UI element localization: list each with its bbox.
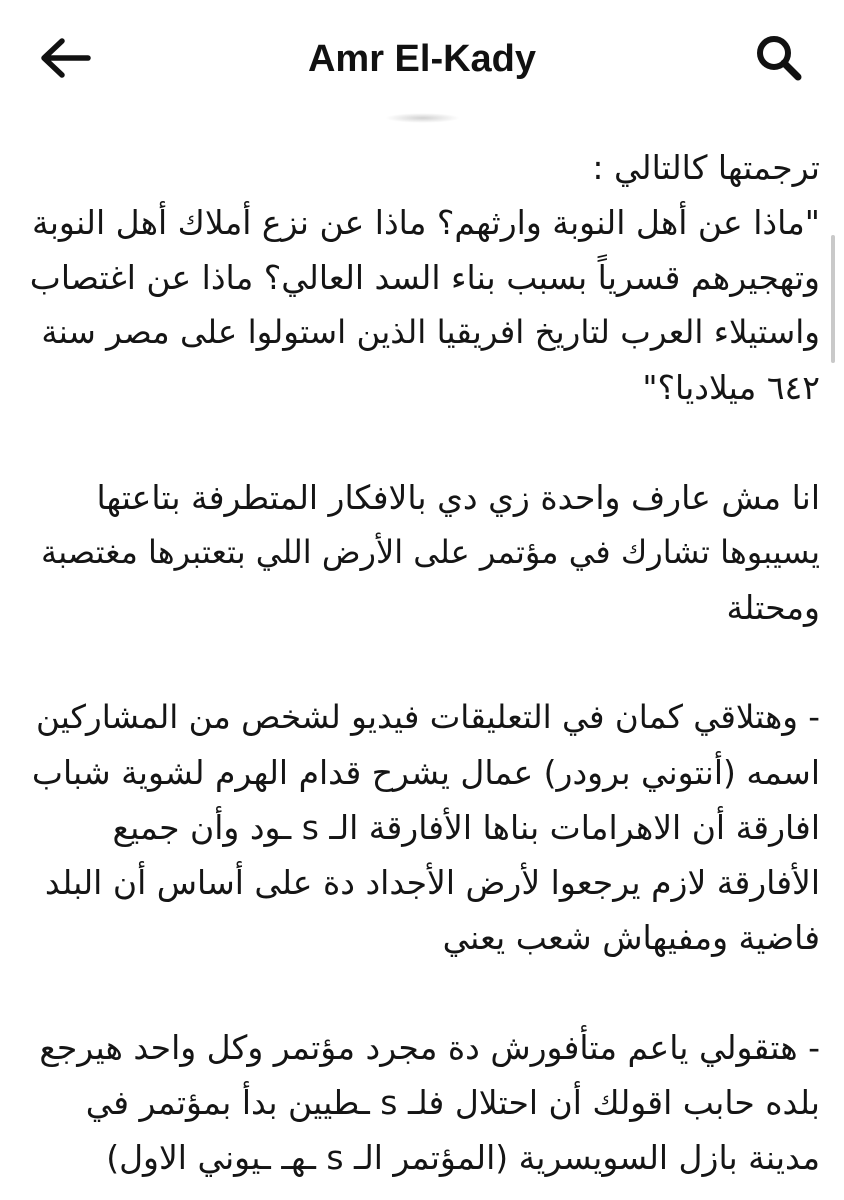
pull-indicator	[385, 113, 460, 123]
text-line: فاضية ومفيهاش شعب يعني	[442, 918, 820, 957]
search-icon	[753, 32, 805, 84]
text-line: مدينة بازل السويسرية (المؤتمر الـ s ـهـ ـيوني الاول)	[106, 1138, 820, 1177]
text-line: الأفارقة لازم يرجعوا لأرض الأجداد دة على أساس أن البلد	[44, 863, 820, 902]
text-line: وتهجيرهم قسرياً بسبب بناء السد العالي؟ ماذا عن اغتصاب	[29, 258, 820, 297]
text-line: ومحتلة	[726, 588, 820, 627]
text-line: ترجمتها كالتالي :	[592, 148, 820, 187]
paragraph-video-mention	[30, 690, 820, 965]
paragraph-opinion	[30, 470, 820, 635]
text-line: انا مش عارف واحدة زي دي بالافكار المتطرفة بتاعتها	[96, 478, 820, 517]
page-title: Amr El-Kady	[307, 38, 537, 80]
post-body	[30, 140, 820, 1185]
text-line: - وهتلاقي كمان في التعليقات فيديو لشخص من المشاركين	[35, 698, 820, 736]
text-line: يسيبوها تشارك في مؤتمر على الأرض اللي بتعتبرها مغتصبة	[41, 533, 820, 571]
text-line: ٦٤٢ ميلاديا؟"	[642, 368, 820, 407]
text-line: بلده حابب اقولك أن احتلال فلـ s ـطيين بدأ بمؤتمر في	[85, 1083, 820, 1122]
search-button[interactable]	[744, 28, 814, 88]
text-line: "ماذا عن أهل النوبة وارثهم؟ ماذا عن نزع أملاك أهل النوبة	[32, 203, 820, 242]
text-line: - هتقولي ياعم متأفورش دة مجرد مؤتمر وكل واحد هيرجع	[39, 1028, 820, 1067]
scrollbar[interactable]	[831, 235, 835, 363]
text-line: افارقة أن الاهرامات بناها الأفارقة الـ s ـود وأن جميع	[112, 808, 820, 847]
arrow-left-icon	[38, 36, 92, 80]
back-button[interactable]	[30, 28, 100, 88]
paragraph-translation	[30, 140, 820, 415]
text-line: واستيلاء العرب لتاريخ افريقيا الذين استولوا على مصر سنة	[41, 313, 820, 351]
paragraph-conference	[30, 1020, 820, 1185]
text-line: اسمه (أنتوني برودر) عمال يشرح قدام الهرم لشوية شباب	[31, 753, 820, 792]
app-header	[0, 0, 844, 120]
